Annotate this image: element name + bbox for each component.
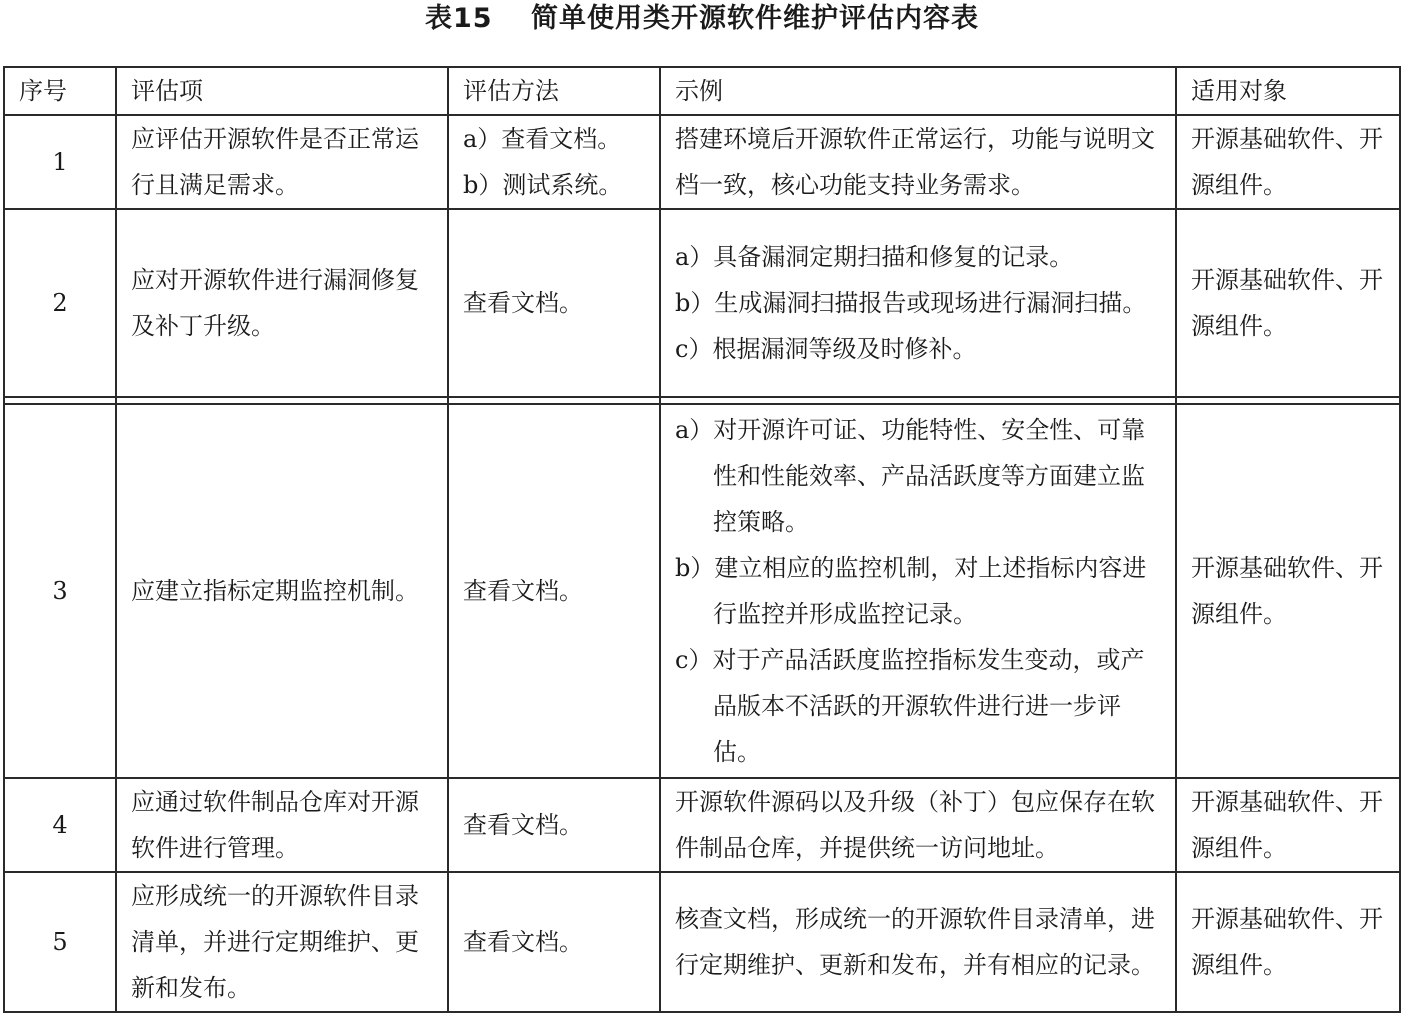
example-line: b）生成漏洞扫描报告或现场进行漏洞扫描。: [675, 289, 1147, 317]
header-target: 适用对象: [1176, 67, 1400, 115]
row-target: 开源基础软件、开源组件。: [1176, 872, 1400, 1012]
row-separator: [4, 397, 1400, 404]
table-row: [4, 872, 1400, 1012]
row-item: 应通过软件制品仓库对开源软件进行管理。: [116, 778, 448, 872]
table-row: [4, 404, 1400, 778]
example-line: c）对于产品活跃度监控指标发生变动，或产品版本不活跃的开源软件进行进一步评估。: [675, 646, 1145, 766]
row-target: 开源基础软件、开源组件。: [1176, 209, 1400, 397]
table-row: [4, 778, 1400, 872]
header-example: 示例: [660, 67, 1176, 115]
row-item: 应评估开源软件是否正常运行且满足需求。: [116, 115, 448, 209]
row-item: 应形成统一的开源软件目录清单，并进行定期维护、更新和发布。: [116, 872, 448, 1012]
header-row: [4, 67, 1400, 115]
row-method: 查看文档。: [448, 404, 660, 778]
row-example: 核查文档，形成统一的开源软件目录清单，进行定期维护、更新和发布，并有相应的记录。: [660, 872, 1176, 1012]
row-example: 开源软件源码以及升级（补丁）包应保存在软件制品仓库，并提供统一访问地址。: [660, 778, 1176, 872]
table-row: [4, 115, 1400, 209]
header-num: 序号: [4, 67, 116, 115]
table-title: 表15 简单使用类开源软件维护评估内容表: [425, 3, 979, 34]
header-item: 评估项: [116, 67, 448, 115]
row-item: 应建立指标定期监控机制。: [116, 404, 448, 778]
row-number: 4: [4, 778, 116, 872]
row-target: 开源基础软件、开源组件。: [1176, 404, 1400, 778]
row-method: 查看文档。: [448, 778, 660, 872]
evaluation-table: [3, 66, 1401, 1013]
row-example: 搭建环境后开源软件正常运行，功能与说明文档一致，核心功能支持业务需求。: [660, 115, 1176, 209]
example-line: a）对开源许可证、功能特性、安全性、可靠性和性能效率、产品活跃度等方面建立监控策略。: [675, 416, 1146, 536]
row-method: [448, 115, 660, 209]
row-example: [660, 404, 1176, 778]
row-number: 2: [4, 209, 116, 397]
table-row: [4, 209, 1400, 397]
header-method: 评估方法: [448, 67, 660, 115]
row-number: 1: [4, 115, 116, 209]
row-target: 开源基础软件、开源组件。: [1176, 115, 1400, 209]
row-number: 5: [4, 872, 116, 1012]
row-example: [660, 209, 1176, 397]
row-number: 3: [4, 404, 116, 778]
row-method: 查看文档。: [448, 209, 660, 397]
example-line: b）建立相应的监控机制，对上述指标内容进行监控并形成监控记录。: [675, 554, 1147, 628]
example-line: a）具备漏洞定期扫描和修复的记录。: [675, 243, 1074, 271]
method-line: b）测试系统。: [463, 171, 623, 199]
example-line: c）根据漏洞等级及时修补。: [675, 335, 977, 363]
row-method: 查看文档。: [448, 872, 660, 1012]
method-line: a）查看文档。: [463, 125, 622, 153]
row-item: 应对开源软件进行漏洞修复及补丁升级。: [116, 209, 448, 397]
row-target: 开源基础软件、开源组件。: [1176, 778, 1400, 872]
